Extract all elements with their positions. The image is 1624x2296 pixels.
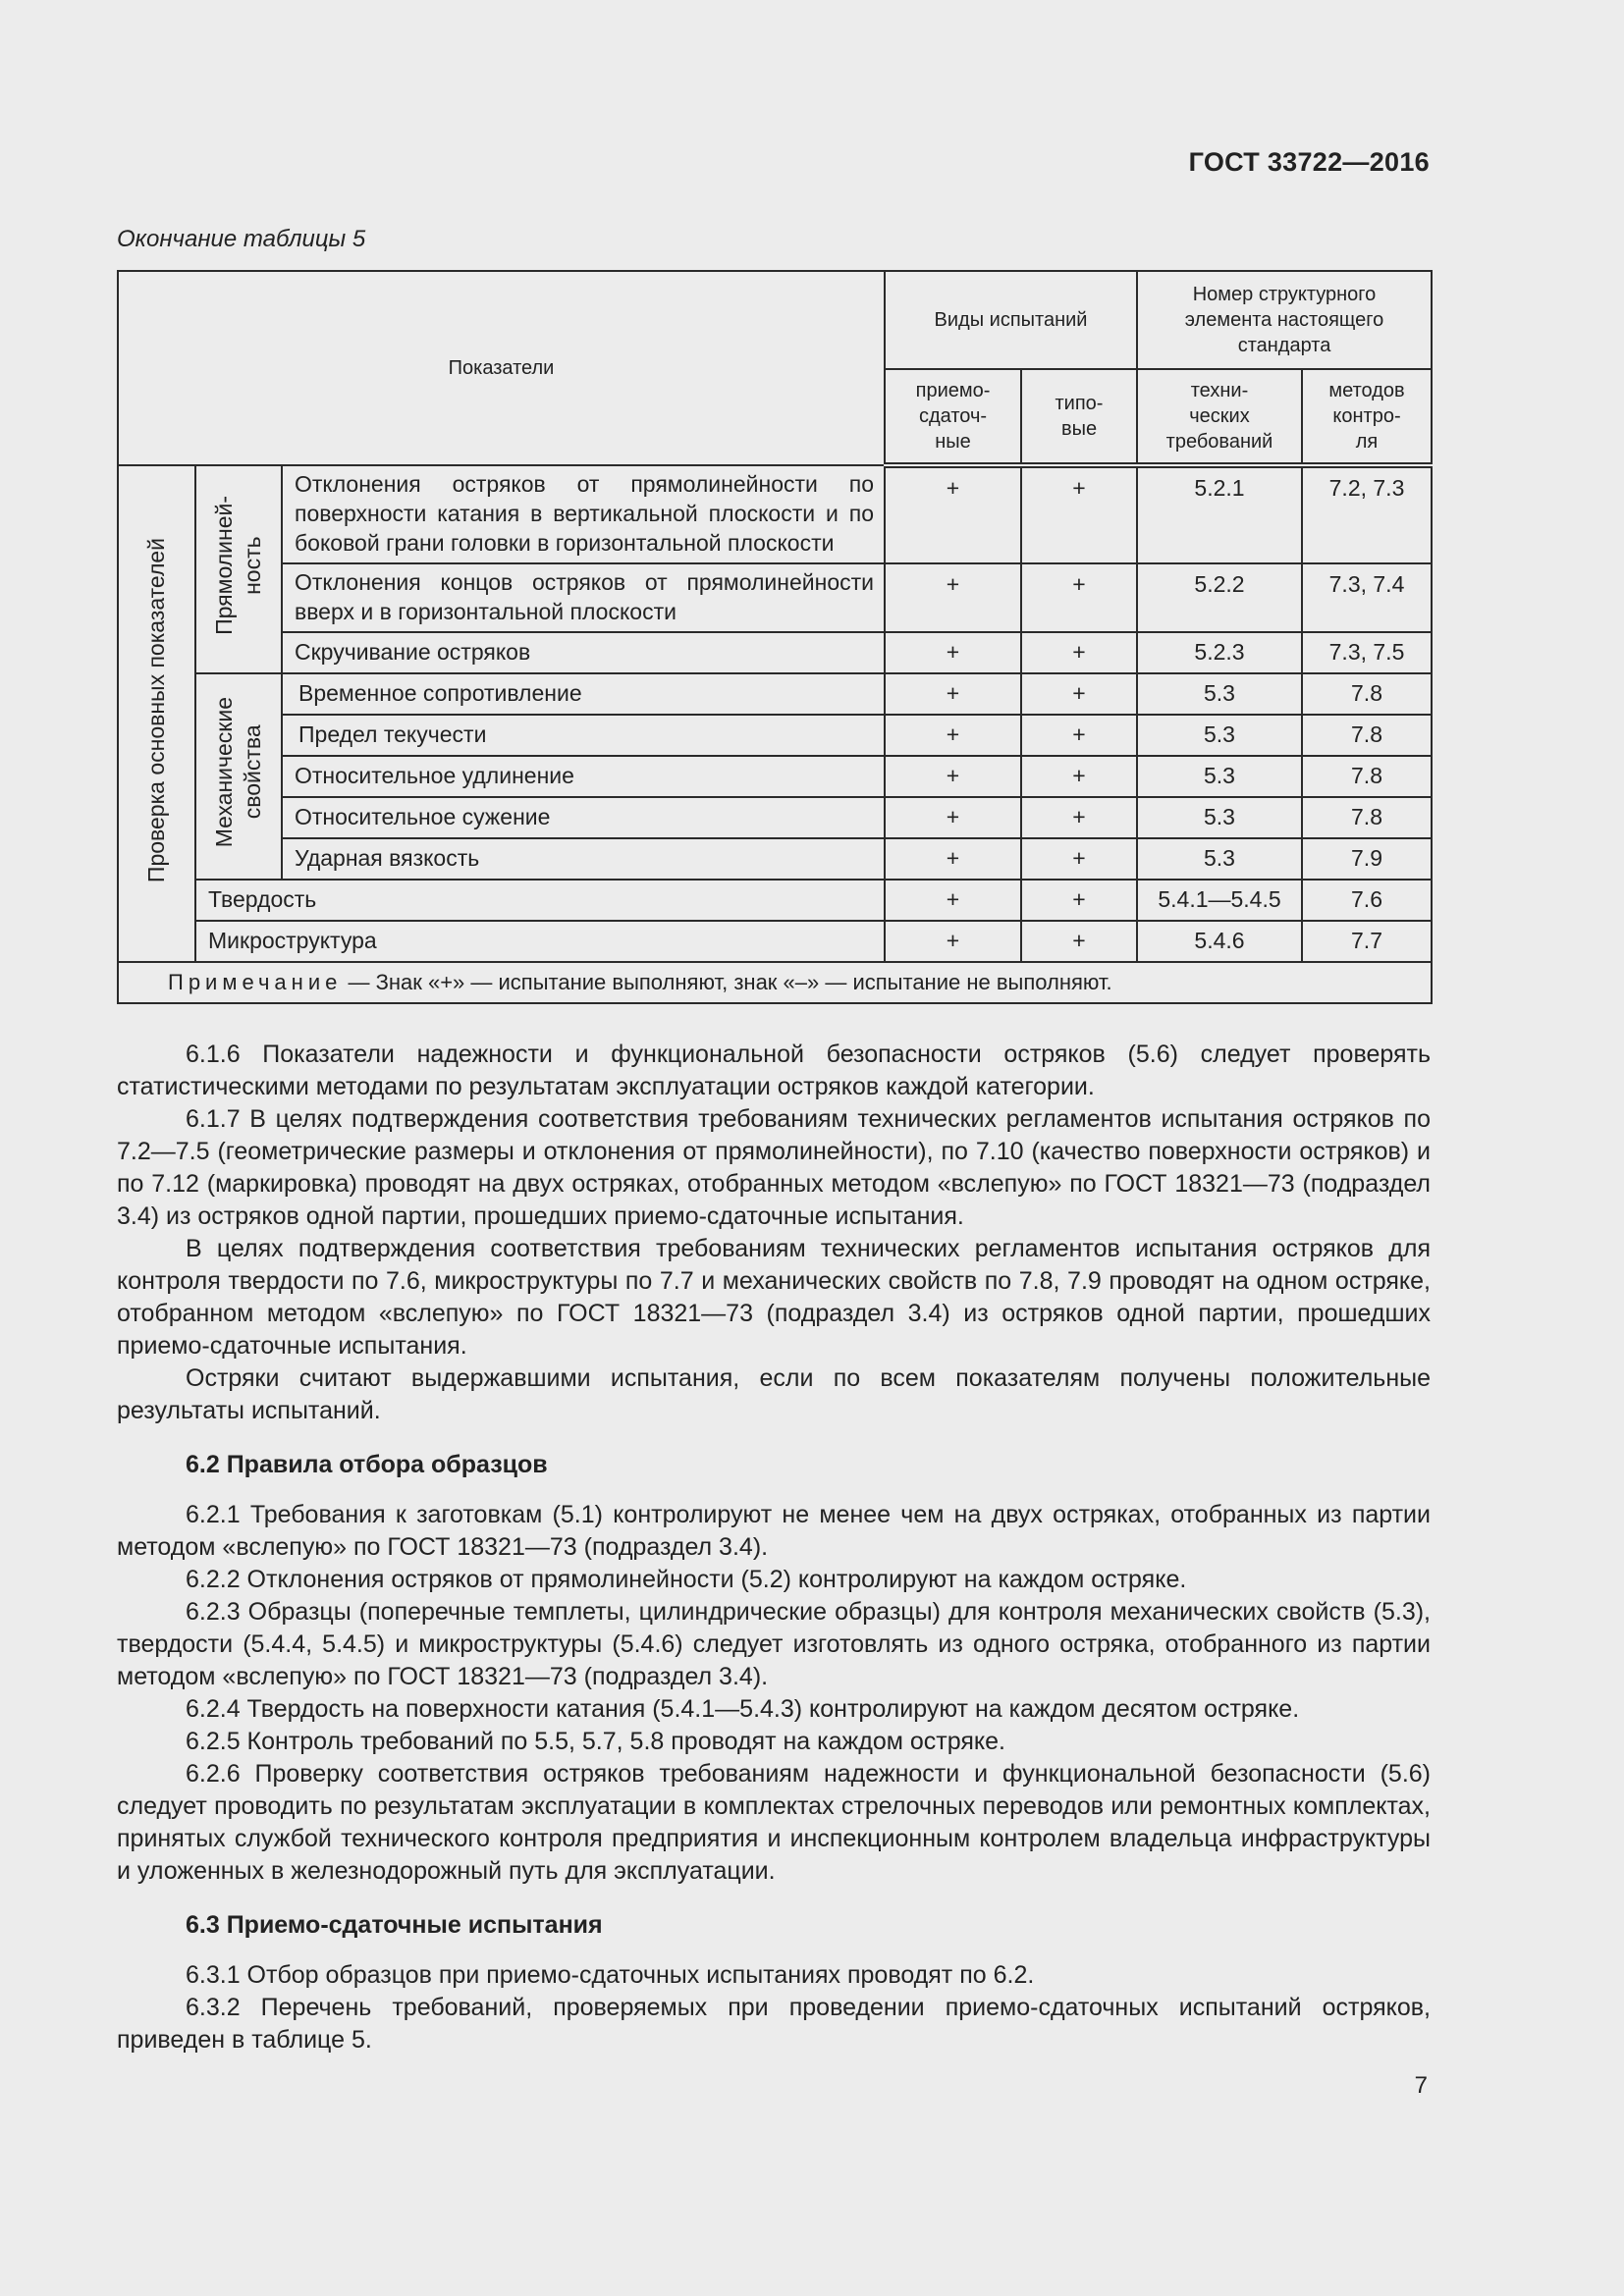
document-id: ГОСТ 33722—2016: [1188, 147, 1430, 177]
table-row: Скручивание остряков + + 5.2.3 7.3, 7.5: [118, 632, 1432, 673]
table-5: [117, 270, 1433, 1004]
paragraph-6-1-7-b: В целях подтверждения соответствия требованиям технических регламентов испытания остряков для контроля твердости по 7.6, микроструктуры по 7.7 и механических свойств по 7.8, 7.9 проводят на одном остряке, отобранном методом «вслепую» по ГОСТ 18321—73 (подраздел 3.4) из остряков одной партии, прошедших приемо-сдаточные испытания.: [117, 1235, 1431, 1360]
table-row: Проверка основных показателей Прямолиней- ность Отклонения остряков от прямолинейности по поверхности катания в вертикальной плоскости и по боковой грани головки в горизонтальной плоскости + + 5.2.1 7.2, 7.3: [118, 465, 1432, 563]
table-row: Твердость + + 5.4.1—5.4.5 7.6: [118, 880, 1432, 921]
header-structural-element: Номер структурного элемента настоящего стандарта: [1137, 271, 1432, 369]
section-heading-6-3: 6.3 Приемо-сдаточные испытания: [186, 1911, 603, 1939]
table-row: Микроструктура + + 5.4.6 7.7: [118, 921, 1432, 962]
paragraph-6-2-6: 6.2.6 Проверку соответствия остряков требованиям надежности и функциональной безопасности (5.6) следует проводить по результатам эксплуатации в комплектах стрелочных переводов или ремонтных комплектах, принятых службой технического контроля предприятия и инспекционным контролем владельца инфраструктуры и уложенных в железнодорожный путь для эксплуатации.: [117, 1760, 1431, 1885]
group-straightness: Прямолиней- ность: [195, 465, 282, 673]
group-main-indicators: Проверка основных показателей: [118, 465, 195, 962]
header-acceptance: приемо- сдаточ- ные: [885, 369, 1021, 465]
paragraph-6-2-4: 6.2.4 Твердость на поверхности катания (5.4.1—5.4.3) контролируют на каждом десятом остряке.: [186, 1695, 1300, 1723]
header-type-tests: типо- вые: [1021, 369, 1137, 465]
table-row: Ударная вязкость + + 5.3 7.9: [118, 838, 1432, 880]
table-row: Относительное сужение + + 5.3 7.8: [118, 797, 1432, 838]
table-row: Отклонения концов остряков от прямолинейности вверх и в горизонтальной плоскости + + 5.2.2 7.3, 7.4: [118, 563, 1432, 632]
table-row: Механические свойства Временное сопротивление + + 5.3 7.8: [118, 673, 1432, 715]
table-caption: Окончание таблицы 5: [117, 226, 366, 252]
paragraph-6-3-2: 6.3.2 Перечень требований, проверяемых при проведении приемо-сдаточных испытаний остряков, приведен в таблице 5.: [117, 1994, 1431, 2054]
table-row: Относительное удлинение + + 5.3 7.8: [118, 756, 1432, 797]
table-note: Примечание — Знак «+» — испытание выполняют, знак «–» — испытание не выполняют.: [118, 962, 1432, 1003]
header-test-types: Виды испытаний: [885, 271, 1137, 369]
paragraph-6-2-1: 6.2.1 Требования к заготовкам (5.1) контролируют не менее чем на двух остряках, отобранных из партии методом «вслепую» по ГОСТ 18321—73 (подраздел 3.4).: [117, 1501, 1431, 1561]
page-number: 7: [1414, 2072, 1428, 2099]
paragraph-6-2-5: 6.2.5 Контроль требований по 5.5, 5.7, 5.8 проводят на каждом остряке.: [186, 1728, 1005, 1755]
body-text: [117, 1039, 1431, 2056]
table-note-row: [118, 962, 1432, 1003]
paragraph-6-1-7: 6.1.7 В целях подтверждения соответствия требованиям технических регламентов испытания остряков по 7.2—7.5 (геометрические размеры и отклонения от прямолинейности), по 7.10 (качество поверхности остряков) и по 7.12 (маркировка) проводят на двух остряках, отобранных методом «вслепую» по ГОСТ 18321—73 (подраздел 3.4) из остряков одной партии, прошедших приемо-сдаточные испытания.: [117, 1105, 1431, 1230]
header-control-methods: методов контро- ля: [1302, 369, 1432, 465]
header-indicators: Показатели: [118, 271, 885, 465]
paragraph-6-3-1: 6.3.1 Отбор образцов при приемо-сдаточных испытаниях проводят по 6.2.: [186, 1961, 1035, 1989]
group-mechanical-properties: Механические свойства: [195, 673, 282, 880]
paragraph-6-1-6: 6.1.6 Показатели надежности и функциональной безопасности остряков (5.6) следует проверять статистическими методами по результатам эксплуатации остряков каждой категории.: [117, 1041, 1431, 1100]
paragraph-6-1-7-c: Остряки считают выдержавшими испытания, если по всем показателям получены положительные результаты испытаний.: [117, 1364, 1431, 1424]
paragraph-6-2-2: 6.2.2 Отклонения остряков от прямолинейности (5.2) контролируют на каждом остряке.: [186, 1566, 1187, 1593]
table-row: Предел текучести + + 5.3 7.8: [118, 715, 1432, 756]
header-tech-requirements: техни- ческих требований: [1137, 369, 1302, 465]
section-heading-6-2: 6.2 Правила отбора образцов: [186, 1451, 548, 1478]
paragraph-6-2-3: 6.2.3 Образцы (поперечные темплеты, цилиндрические образцы) для контроля механических свойств (5.3), твердости (5.4.4, 5.4.5) и микроструктуры (5.4.6) следует изготовлять из одного остряка, отобранного из партии методом «вслепую» по ГОСТ 18321—73 (подраздел 3.4).: [117, 1598, 1431, 1690]
